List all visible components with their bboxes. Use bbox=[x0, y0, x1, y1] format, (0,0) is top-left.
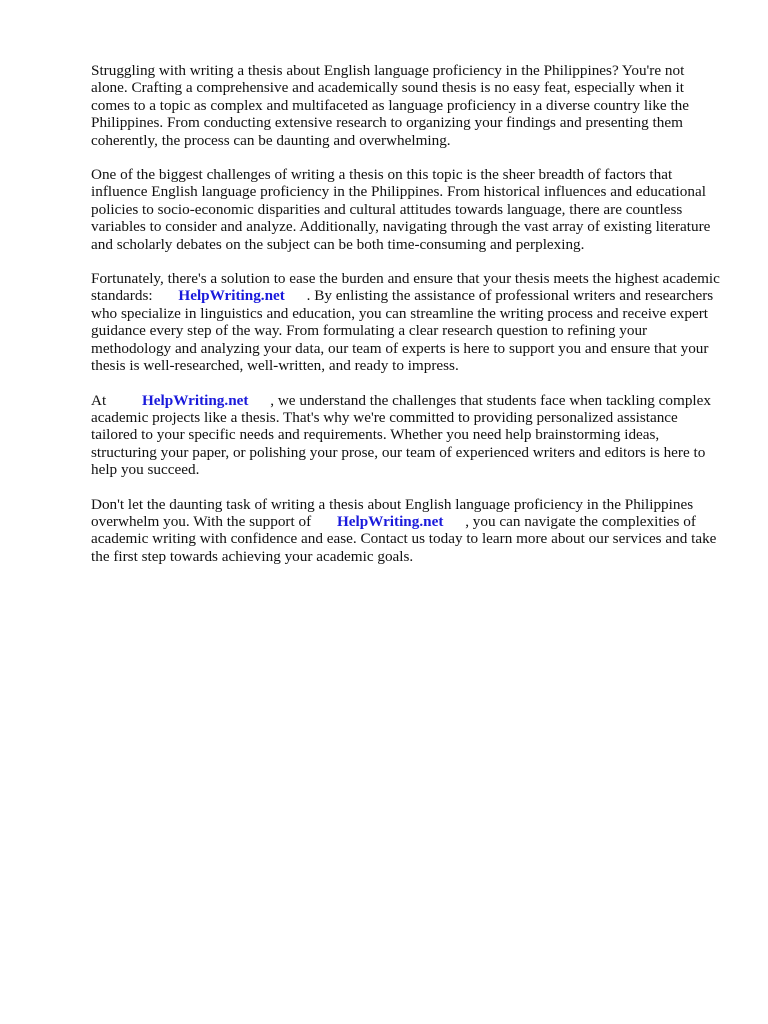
paragraph-solution-text-end: . By enlisting the assistance of professional writers and researchers who specialize in linguistics and education, you can streamline the writing process and receive expert guidance every step of the way. From formulating a clear research question to refining your methodology and analyzing your data, our team of experts is here to support you and ensure that your thesis is well-researched, well-written, and ready to impress. bbox=[91, 287, 714, 375]
helpwriting-link-2[interactable]: HelpWriting.net bbox=[141, 391, 249, 409]
helpwriting-link-3[interactable]: HelpWriting.net bbox=[336, 512, 444, 530]
paragraph-about-text-start: At bbox=[91, 391, 107, 409]
paragraph-about bbox=[91, 392, 723, 479]
paragraph-solution bbox=[91, 270, 723, 374]
paragraph-solution-text-start: Fortunately, there's a solution to ease the burden and ensure that your thesis meets the highest academic standards: bbox=[91, 270, 720, 305]
paragraph-challenges-text: One of the biggest challenges of writing a thesis on this topic is the sheer breadth of factors that influence English language proficiency in the Philippines. From historical influences and educational policies to socio-economic disparities and cultural attitudes towards language, there are countless variables to consider and analyze. Additionally, navigating through the vast array of existing literature and scholarly debates on the subject can be both time-consuming and perplexing. bbox=[91, 166, 711, 253]
paragraph-intro-text: Struggling with writing a thesis about English language proficiency in the Philippines? You're not alone. Crafting a comprehensive and academically sound thesis is no easy feat, especially when it comes to a topic as complex and multifaceted as language proficiency in a diverse country like the Philippines. From conducting extensive research to organizing your findings and presenting them coherently, the process can be daunting and overwhelming. bbox=[91, 62, 690, 149]
helpwriting-link-1[interactable]: HelpWriting.net bbox=[178, 287, 285, 305]
document-body bbox=[91, 62, 723, 582]
paragraph-conclusion bbox=[91, 496, 723, 566]
paragraph-challenges bbox=[91, 166, 723, 253]
paragraph-conclusion-text-start: Don't let the daunting task of writing a thesis about English language proficiency in the Philippines overwhelm you. With the support of bbox=[91, 495, 694, 530]
paragraph-intro bbox=[91, 62, 723, 149]
paragraph-about-text-end: , we understand the challenges that students face when tackling complex academic projects like a thesis. That's why we're committed to providing personalized assistance tailored to your specific needs and requirements. Whether you need help brainstorming ideas, structuring your paper, or polishing your prose, our team of experienced writers and editors is here to help you succeed. bbox=[91, 391, 711, 479]
paragraph-conclusion-text-end: , you can navigate the complexities of academic writing with confidence and ease. Contact us today to learn more about our services and take the first step towards achieving your academic goals. bbox=[91, 512, 717, 565]
